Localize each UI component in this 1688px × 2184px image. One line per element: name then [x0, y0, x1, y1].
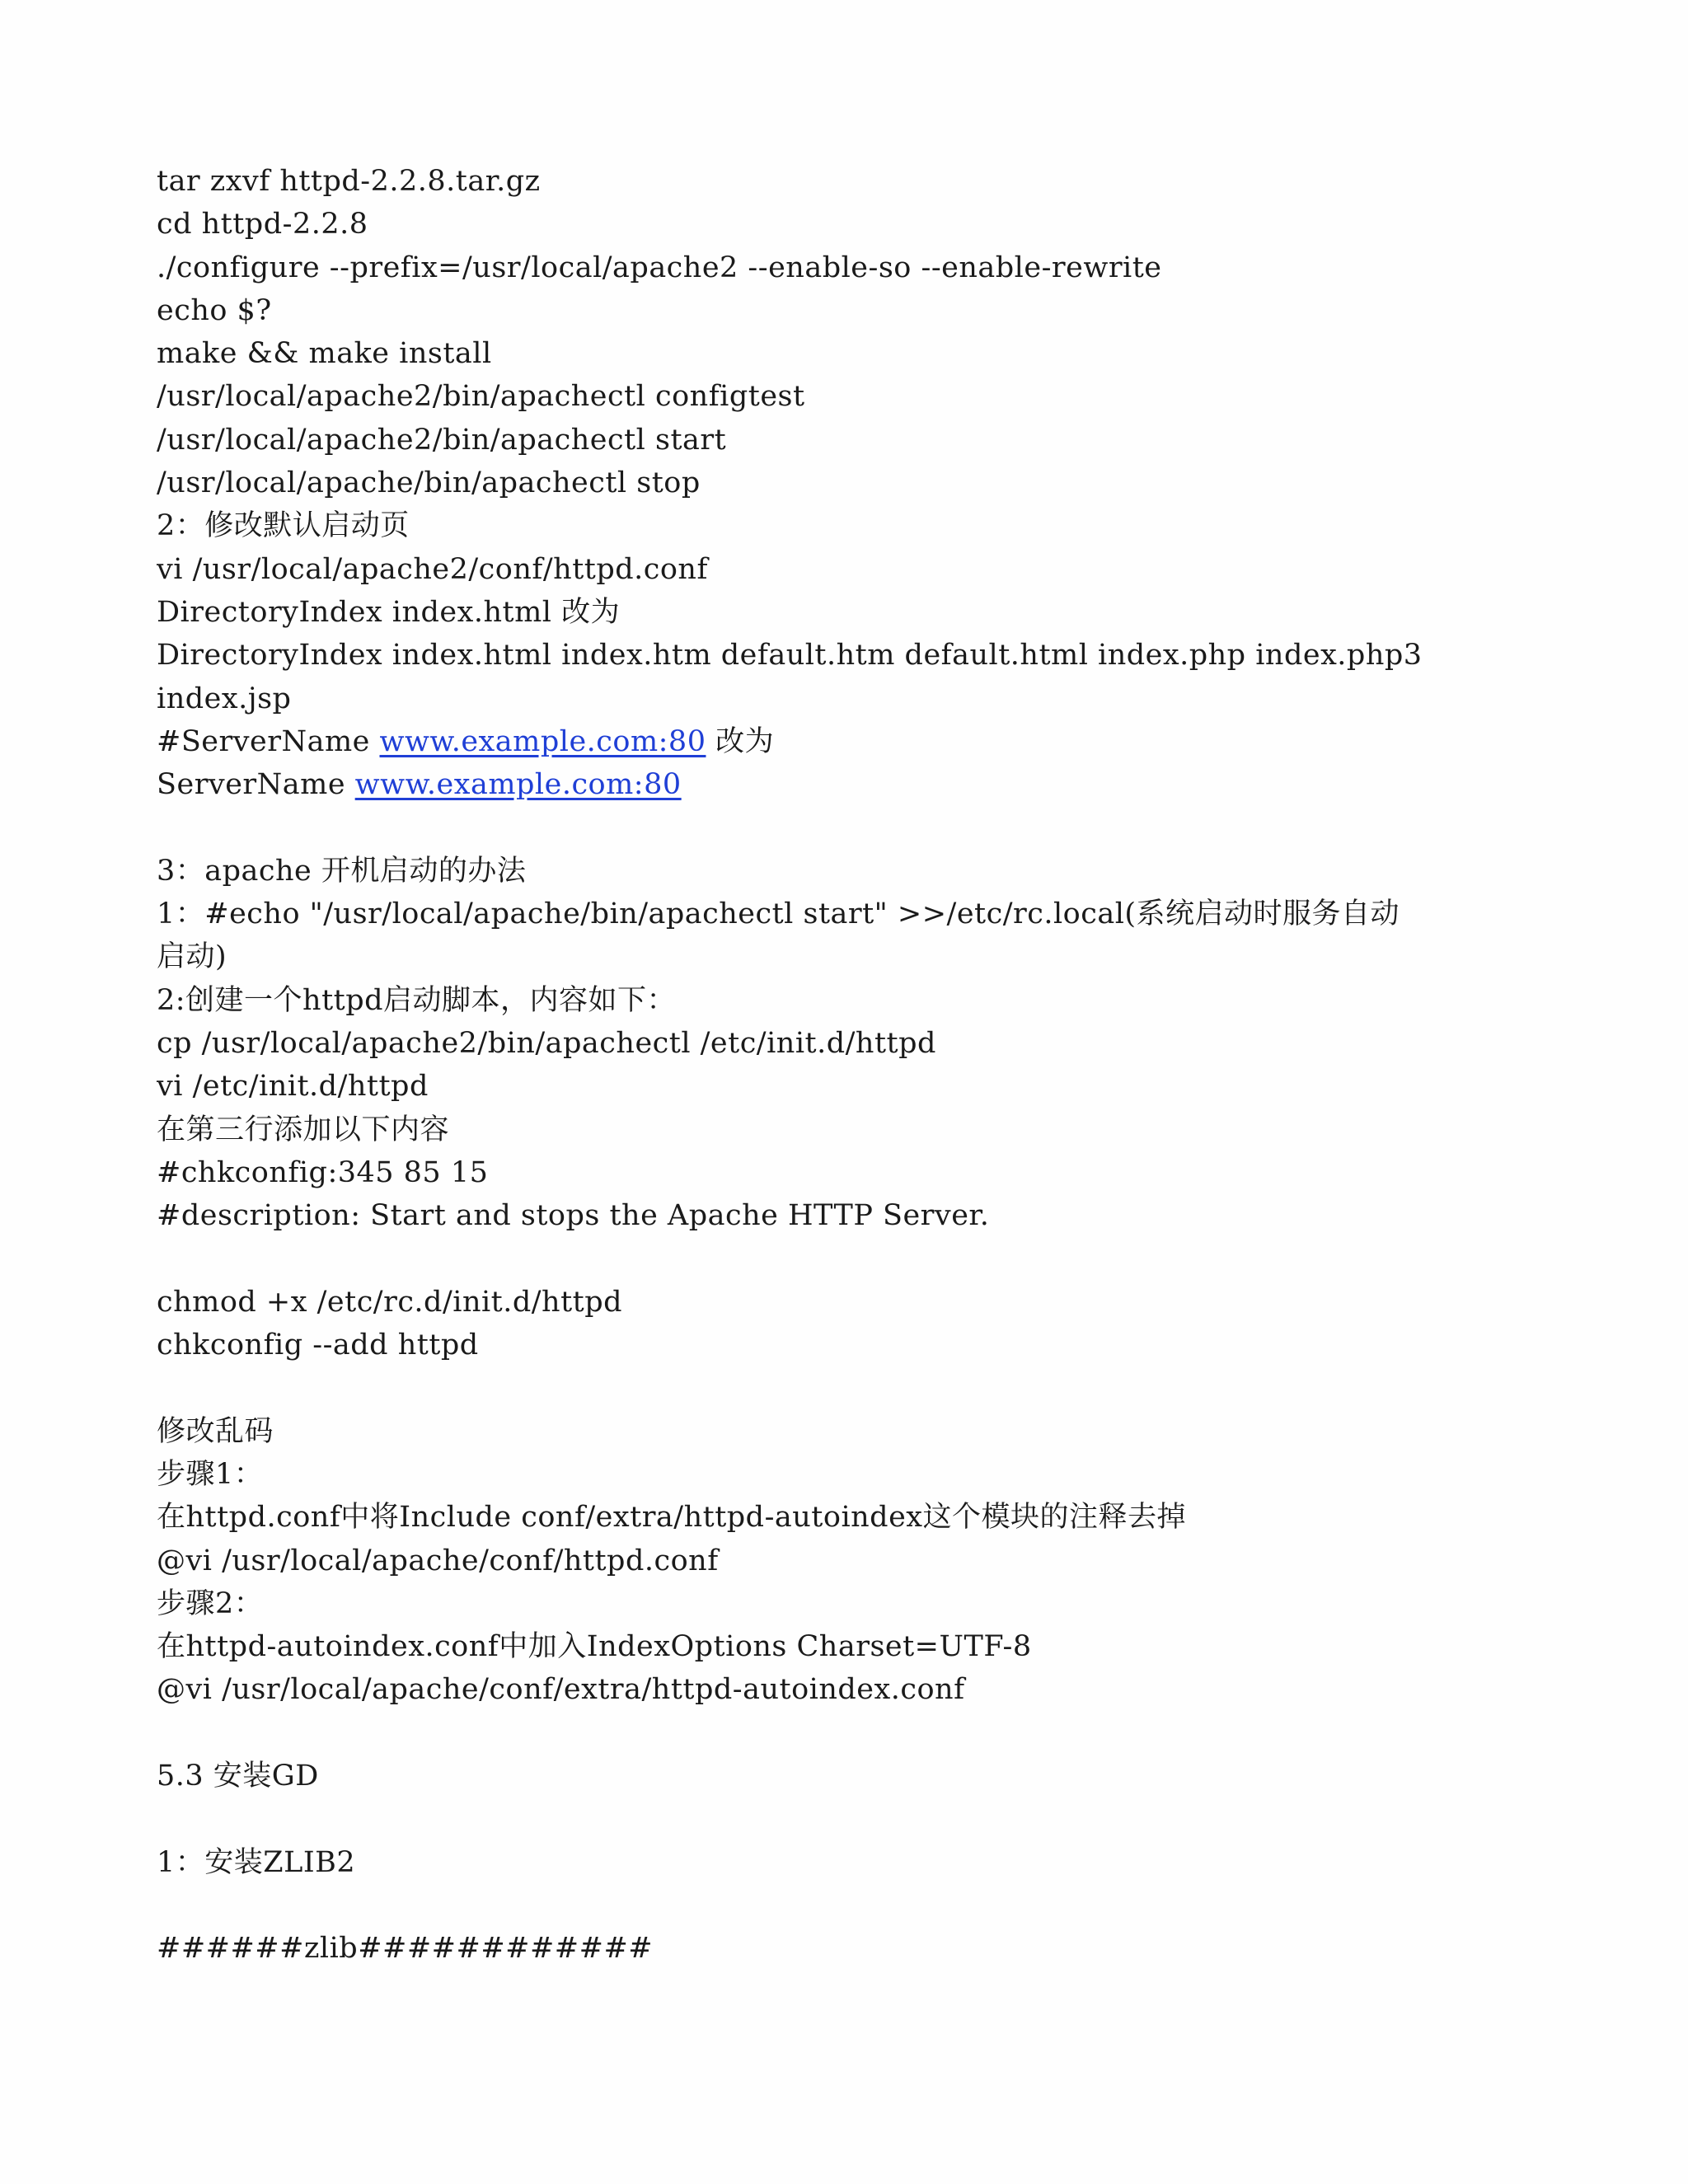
text-line: make && make install: [157, 337, 492, 371]
text-line: tar zxvf httpd-2.2.8.tar.gz: [157, 165, 541, 198]
blank-line: [157, 1237, 1558, 1280]
text-line: /usr/local/apache2/bin/apachectl start: [157, 423, 727, 457]
blank-line: [157, 1366, 1558, 1409]
text-line: 在httpd-autoindex.conf中加入IndexOptions Charset=UTF-8: [157, 1630, 1032, 1664]
text-line: ./configure --prefix=/usr/local/apache2 --enable-so --enable-rewrite: [157, 251, 1162, 284]
text-line: 1：#echo "/usr/local/apache/bin/apachectl start" >>/etc/rc.local(系统启动时服务自动: [157, 898, 1400, 931]
text-line: /usr/local/apache/bin/apachectl stop: [157, 466, 701, 500]
text-line: @vi /usr/local/apache/conf/httpd.conf: [157, 1544, 719, 1577]
section-heading: 1：安装ZLIB2: [157, 1845, 356, 1879]
servername-line: [157, 763, 1558, 806]
servername-link[interactable]: www.example.com:80: [354, 768, 682, 802]
text-line: chmod +x /etc/rc.d/init.d/httpd: [157, 1285, 623, 1319]
section-heading: 修改乱码: [157, 1414, 274, 1448]
text-line: ######zlib############: [157, 1932, 654, 1966]
text-line: 2:创建一个httpd启动脚本，内容如下：: [157, 983, 677, 1017]
text-line: DirectoryIndex index.html 改为: [157, 595, 621, 629]
text-line: 在第三行添加以下内容: [157, 1113, 450, 1146]
section-heading: 2：修改默认启动页: [157, 509, 410, 543]
servername-link[interactable]: www.example.com:80: [379, 724, 706, 758]
text-line: 启动): [157, 940, 227, 974]
text-line: #description: Start and stops the Apache HTTP Server.: [157, 1199, 990, 1233]
text-line: @vi /usr/local/apache/conf/extra/httpd-autoindex.conf: [157, 1673, 965, 1707]
text-line: #chkconfig:345 85 15: [157, 1155, 489, 1189]
servername-suffix: 改为: [706, 724, 775, 758]
text-line: chkconfig --add httpd: [157, 1329, 479, 1362]
text-line: echo $?: [157, 293, 272, 327]
servername-commented-line: [157, 720, 1558, 763]
text-line: DirectoryIndex index.html index.htm default.htm default.html index.php index.php3: [157, 639, 1423, 673]
blank-line: [157, 806, 1558, 849]
servername-prefix: #ServerName: [157, 724, 380, 758]
text-line: vi /etc/init.d/httpd: [157, 1070, 429, 1104]
servername-prefix: ServerName: [157, 768, 355, 802]
text-line: 在httpd.conf中将Include conf/extra/httpd-autoindex这个模块的注释去掉: [157, 1501, 1187, 1535]
section-heading: 5.3 安装GD: [157, 1759, 319, 1793]
blank-line: [157, 1797, 1558, 1840]
section-heading: 3：apache 开机启动的办法: [157, 854, 527, 888]
text-line: index.jsp: [157, 682, 292, 715]
text-line: cd httpd-2.2.8: [157, 208, 368, 241]
document-body: [157, 160, 1558, 1970]
text-line: cp /usr/local/apache2/bin/apachectl /etc/init.d/httpd: [157, 1026, 936, 1060]
text-line: /usr/local/apache2/bin/apachectl configtest: [157, 380, 805, 414]
blank-line: [157, 1712, 1558, 1755]
text-line: vi /usr/local/apache2/conf/httpd.conf: [157, 552, 708, 586]
blank-line: [157, 1884, 1558, 1927]
text-line: 步骤2：: [157, 1586, 264, 1620]
text-line: 步骤1：: [157, 1457, 264, 1491]
